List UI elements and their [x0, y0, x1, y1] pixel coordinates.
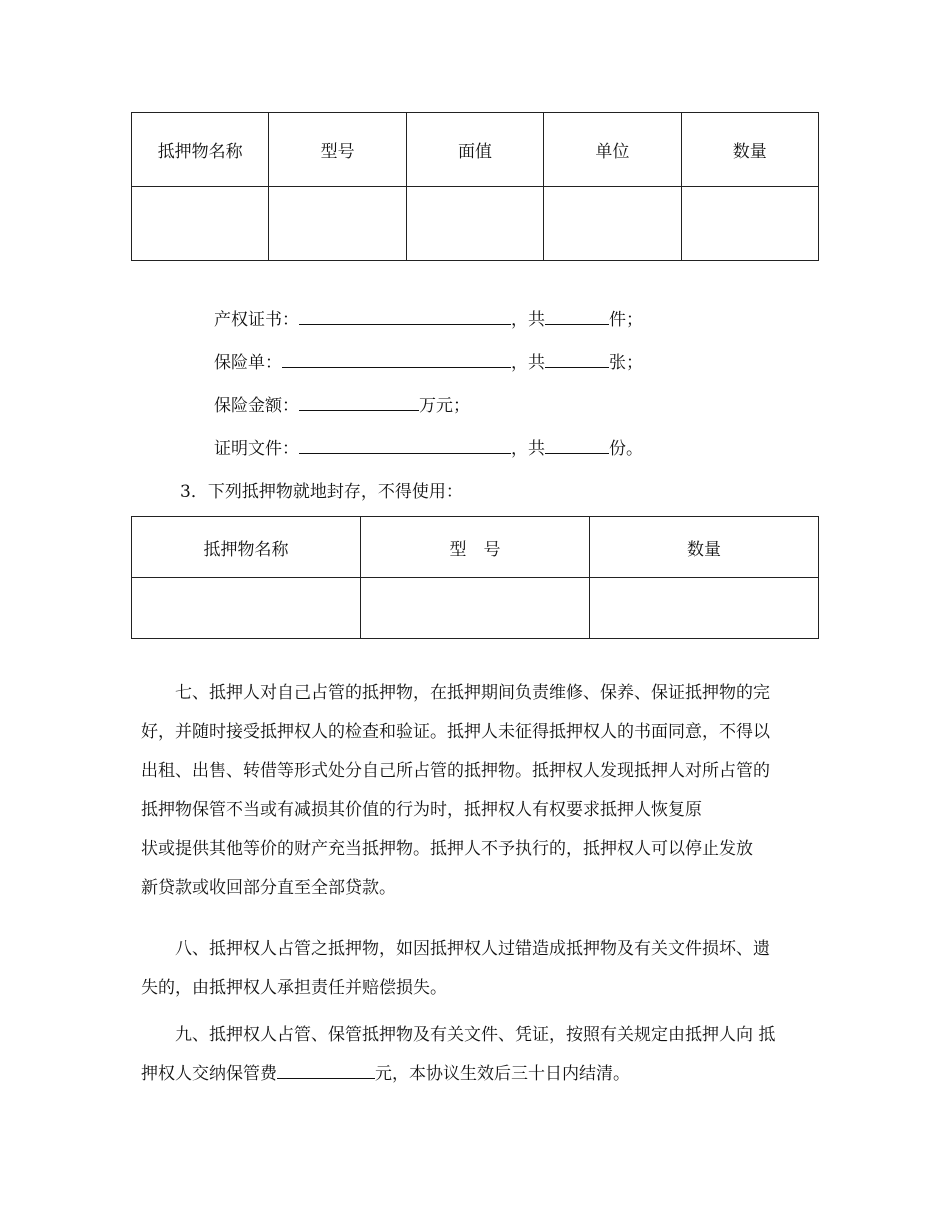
table-cell: [406, 187, 543, 261]
clause-7-line: 好，并随时接受抵押权人的检查和验证。抵押人未征得抵押权人的书面同意，不得以: [141, 722, 770, 742]
table-cell: [681, 187, 818, 261]
clause-9: [141, 1016, 813, 1094]
insurance-policy-label: 保险单：: [214, 353, 282, 373]
clause-8-line: 八、抵押权人占管之抵押物，如因抵押权人过错造成抵押物及有关文件损坏、遗: [175, 939, 770, 959]
insurance-policy-line: [214, 348, 643, 373]
clause-8: [141, 930, 813, 1008]
clause-7-line: 抵押物保管不当或有减损其价值的行为时，抵押权人有权要求抵押人恢复原: [141, 800, 702, 820]
insurance-policy-count-blank[interactable]: [545, 352, 609, 368]
clause-9-suffix: 元，本协议生效后三十日内结清。: [375, 1064, 630, 1084]
certificate-unit: 件；: [609, 310, 643, 330]
header-cell: 数量: [590, 517, 819, 578]
table-cell: [132, 187, 269, 261]
insurance-amount-blank[interactable]: [299, 395, 419, 411]
header-cell: 型号: [269, 113, 406, 187]
header-cell: 抵押物名称: [132, 113, 269, 187]
proof-docs-unit: 份。: [609, 439, 643, 459]
insurance-policy-unit: 张；: [609, 353, 643, 373]
clause-7-line: 状或提供其他等价的财产充当抵押物。抵押人不予执行的，抵押权人可以停止发放: [141, 839, 753, 859]
proof-docs-blank[interactable]: [299, 438, 511, 454]
item-3-heading: 3．下列抵押物就地封存，不得使用：: [180, 482, 463, 502]
table-cell: [132, 578, 361, 639]
insurance-policy-blank[interactable]: [282, 352, 511, 368]
header-cell: 型 号: [361, 517, 590, 578]
insurance-policy-sep: ，共: [511, 353, 545, 373]
clause-7: [141, 674, 813, 908]
table-row: [132, 578, 819, 639]
proof-docs-label: 证明文件：: [214, 439, 299, 459]
certificate-count-blank[interactable]: [545, 309, 609, 325]
certificate-blank[interactable]: [299, 309, 511, 325]
insurance-amount-unit: 万元；: [419, 396, 470, 416]
table-header-row: [132, 517, 819, 578]
insurance-amount-line: [214, 391, 470, 416]
table-cell: [361, 578, 590, 639]
certificate-sep: ，共: [511, 310, 545, 330]
clause-9-line: 九、抵押权人占管、保管抵押物及有关文件、凭证，按照有关规定由抵押人向 抵: [175, 1025, 776, 1045]
table-cell: [269, 187, 406, 261]
header-cell: 面值: [406, 113, 543, 187]
insurance-amount-label: 保险金额：: [214, 396, 299, 416]
table-row: [132, 187, 819, 261]
header-cell: 抵押物名称: [132, 517, 361, 578]
clause-7-line: 新贷款或收回部分直至全部贷款。: [141, 878, 396, 898]
table-header-row: [132, 113, 819, 187]
header-cell: 单位: [544, 113, 681, 187]
collateral-table: [131, 112, 819, 261]
clause-9-line-2: [141, 1055, 813, 1094]
clause-7-line: 出租、出售、转借等形式处分自己所占管的抵押物。抵押权人发现抵押人对所占管的: [141, 761, 770, 781]
certificate-line: [214, 305, 643, 330]
proof-docs-count-blank[interactable]: [545, 438, 609, 454]
header-cell: 数量: [681, 113, 818, 187]
proof-docs-line: [214, 434, 643, 459]
clause-9-prefix: 押权人交纳保管费: [141, 1064, 277, 1084]
table-cell: [544, 187, 681, 261]
storage-fee-blank[interactable]: [277, 1063, 375, 1079]
table-cell: [590, 578, 819, 639]
proof-docs-sep: ，共: [511, 439, 545, 459]
clause-8-line: 失的，由抵押权人承担责任并赔偿损失。: [141, 978, 447, 998]
certificate-label: 产权证书：: [214, 310, 299, 330]
sealed-collateral-table: [131, 516, 819, 639]
clause-7-line: 七、抵押人对自己占管的抵押物，在抵押期间负责维修、保养、保证抵押物的完: [175, 683, 770, 703]
